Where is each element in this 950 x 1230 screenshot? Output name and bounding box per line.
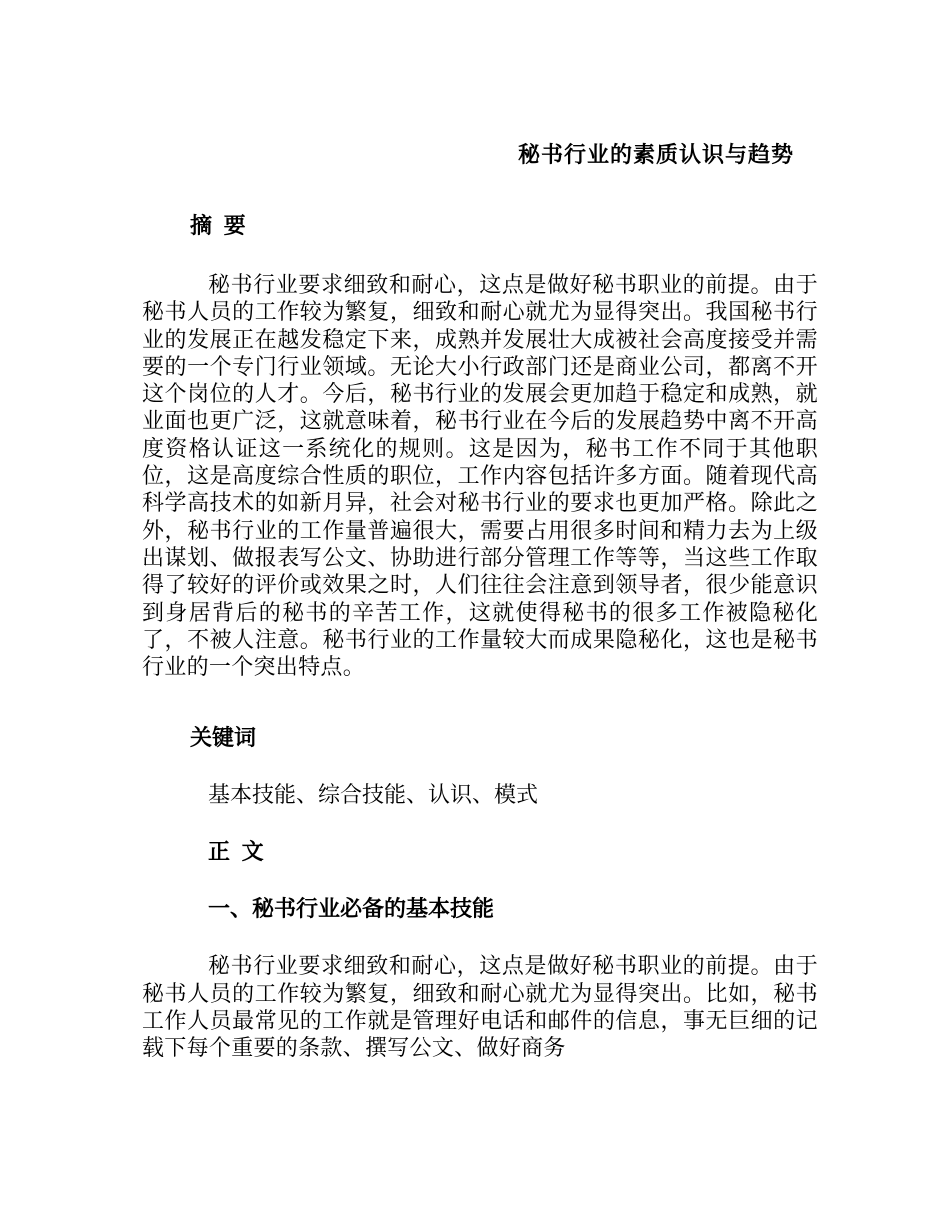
body-heading: 正 文 — [208, 839, 266, 866]
section-1-heading: 一、秘书行业必备的基本技能 — [208, 896, 495, 923]
document-page — [142, 140, 818, 1063]
abstract-paragraph: 秘书行业要求细致和耐心，这点是做好秘书职业的前提。由于秘书人员的工作较为繁复，细致和耐心就尤为显得突出。我国秘书行业的发展正在越发稳定下来，成熟并发展壮大成被社会高度接受并需要的一个专门行业领域。无论大小行政部门还是商业公司，都离不开这个岗位的人才。今后，秘书行业的发展会更加趋于稳定和成熟，就业面也更广泛，这就意味着，秘书行业在今后的发展趋势中离不开高度资格认证这一系统化的规则。这是因为，秘书工作不同于其他职位，这是高度综合性质的职位，工作内容包括许多方面。随着现代高科学高技术的如新月异，社会对秘书行业的要求也更加严格。除此之外，秘书行业的工作量普遍很大，需要占用很多时间和精力去为上级出谋划、做报表写公文、协助进行部分管理工作等等，当这些工作取得了较好的评价或效果之时，人们往往会注意到领导者，很少能意识到身居背后的秘书的辛苦工作，这就使得秘书的很多工作被隐秘化了，不被人注意。秘书行业的工作量较大而成果隐秘化，这也是秘书行业的一个突出特点。 — [142, 273, 818, 681]
keywords-list: 基本技能、综合技能、认识、模式 — [208, 783, 539, 809]
abstract-heading: 摘 要 — [190, 213, 248, 239]
document-title: 秘书行业的素质认识与趋势 — [518, 142, 795, 168]
section-1-paragraph: 秘书行业要求细致和耐心，这点是做好秘书职业的前提。由于秘书人员的工作较为繁复，细致和耐心就尤为显得突出。比如，秘书工作人员最常见的工作就是管理好电话和邮件的信息，事无巨细的记载下每个重要的条款、撰写公文、做好商务 — [142, 954, 818, 1062]
keywords-heading: 关键词 — [190, 725, 257, 752]
